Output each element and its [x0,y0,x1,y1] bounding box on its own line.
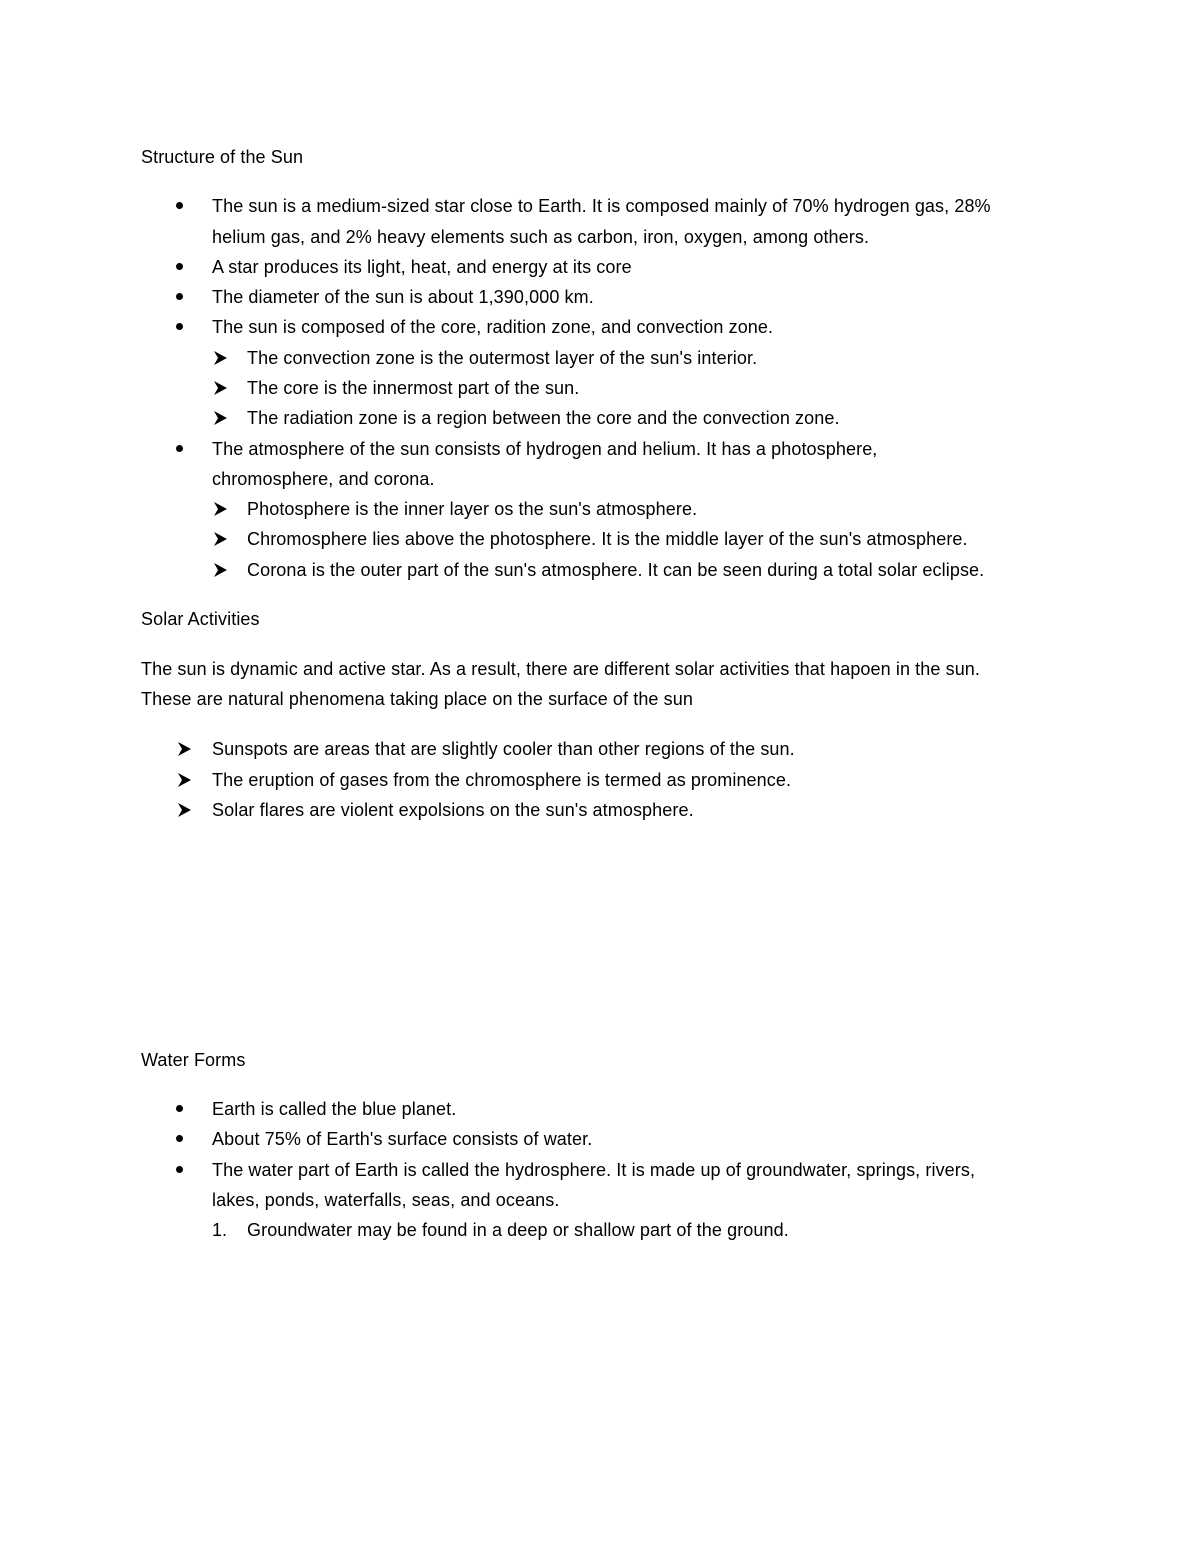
bullet-dot-icon [176,1166,183,1173]
bullet-text-continued: chromosphere, and corona. [212,469,435,489]
bullet-text: The sun is composed of the core, radition zone, and convection zone. [212,317,774,337]
arrow-bullet-icon [176,741,192,757]
bullet-text: About 75% of Earth's surface consists of water. [212,1129,593,1149]
arrow-bullet-icon [212,531,228,547]
bullet-text: Earth is called the blue planet. [212,1099,457,1119]
arrow-bullet-icon [212,380,228,396]
bullet-dot-icon [176,323,183,330]
section-heading-solar: Solar Activities [141,609,260,629]
bullet-dot-icon [176,445,183,452]
arrow-bullet-icon [212,410,228,426]
arrow-bullet-icon [176,772,192,788]
bullet-dot-icon [176,1105,183,1112]
bullet-text: A star produces its light, heat, and energy at its core [212,257,632,277]
bullet-text-continued: helium gas, and 2% heavy elements such as carbon, iron, oxygen, among others. [212,227,870,247]
sub-bullet-text: Corona is the outer part of the sun's atmosphere. It can be seen during a total solar eclipse. [247,560,985,580]
bullet-dot-icon [176,1135,183,1142]
bullet-text-continued: lakes, ponds, waterfalls, seas, and oceans. [212,1190,560,1210]
sub-bullet-text: The convection zone is the outermost layer of the sun's interior. [247,348,758,368]
sub-bullet-text: The core is the innermost part of the sun. [247,378,580,398]
numbered-item-text: Groundwater may be found in a deep or shallow part of the ground. [247,1220,789,1240]
sub-bullet-text: Photosphere is the inner layer os the sun's atmosphere. [247,499,698,519]
arrow-bullet-icon [212,562,228,578]
solar-item-text: The eruption of gases from the chromosphere is termed as prominence. [212,770,792,790]
solar-item-text: Solar flares are violent expolsions on the sun's atmosphere. [212,800,694,820]
bullet-dot-icon [176,263,183,270]
sub-bullet-text: The radiation zone is a region between the core and the convection zone. [247,408,840,428]
bullet-dot-icon [176,202,183,209]
bullet-text: The sun is a medium-sized star close to Earth. It is composed mainly of 70% hydrogen gas, 28% [212,196,991,216]
paragraph-line: The sun is dynamic and active star. As a result, there are different solar activities that hapoen in the sun. [141,659,981,679]
arrow-bullet-icon [212,501,228,517]
section-heading-sun: Structure of the Sun [141,147,304,167]
sub-bullet-text: Chromosphere lies above the photosphere. It is the middle layer of the sun's atmosphere. [247,529,968,549]
section-heading-water: Water Forms [141,1050,246,1070]
list-number: 1. [212,1220,228,1240]
bullet-text: The atmosphere of the sun consists of hydrogen and helium. It has a photosphere, [212,439,878,459]
bullet-text: The diameter of the sun is about 1,390,000 km. [212,287,594,307]
arrow-bullet-icon [176,802,192,818]
paragraph-line: These are natural phenomena taking place on the surface of the sun [141,689,693,709]
arrow-bullet-icon [212,350,228,366]
bullet-text: The water part of Earth is called the hydrosphere. It is made up of groundwater, springs, rivers, [212,1160,976,1180]
bullet-dot-icon [176,293,183,300]
solar-item-text: Sunspots are areas that are slightly cooler than other regions of the sun. [212,739,795,759]
